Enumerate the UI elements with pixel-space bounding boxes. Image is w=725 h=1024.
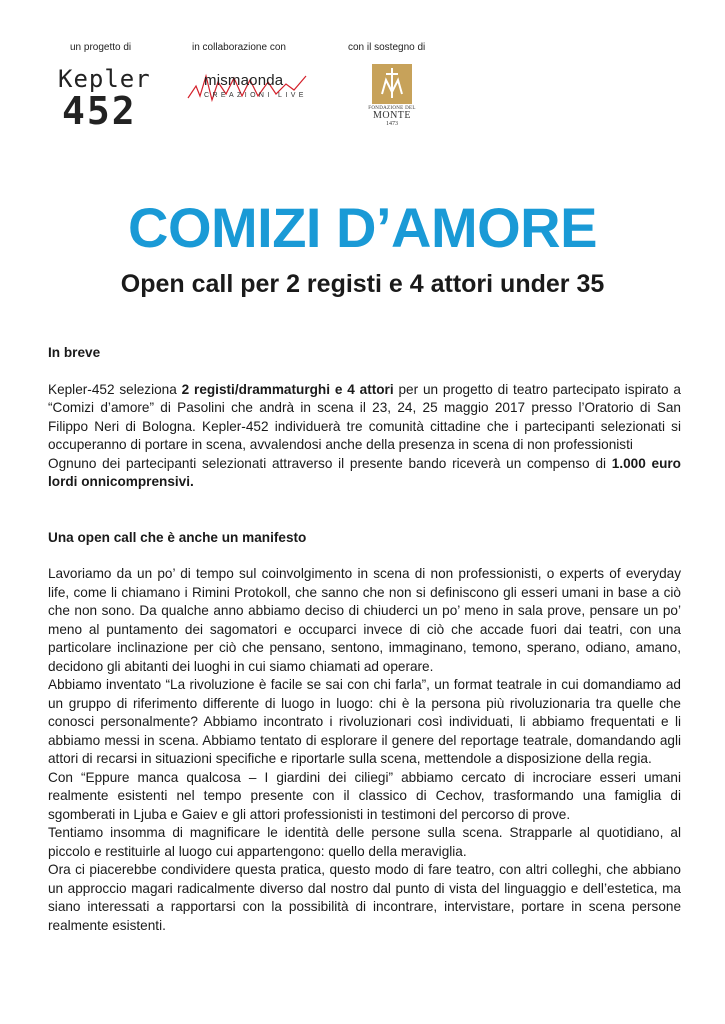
section-heading-in-breve: In breve — [48, 345, 101, 360]
compensation-text-a: Ognuno dei partecipanti selezionati attraverso il presente bando riceverà un compenso di — [48, 455, 612, 471]
manifesto-paragraph: Con “Eppure manca qualcosa – I giardini dei ciliegi” abbiamo cercato di incrociare esseri umani realmente esistenti nel tempo presente con il classico di Cechov, trasformando una famiglia di sgomberati in Ljuba e Gaiev e gli attori professionisti in testimoni del percorso di prove. — [48, 769, 681, 822]
compensation-paragraph — [48, 455, 681, 492]
intro-paragraph — [48, 381, 681, 455]
page-subtitle: Open call per 2 registi e 4 attori under 35 — [120, 270, 605, 298]
header — [48, 42, 688, 142]
credit-project: un progetto di — [70, 42, 132, 53]
fondazione-logo-line1: FONDAZIONE DEL — [368, 106, 416, 111]
intro-text-c: per un progetto di teatro partecipato ispirato a “Comizi d’amore” di Pasolini che andrà in scena il 23, 24, 25 maggio 2017 presso l’Oratorio di San Filippo Neri di Bologna. Kepler-452 individuerà tre comunità cittadine che i partecipanti selezionati si occuperanno di portare in scena, avvalendosi anche della presenza in scena di non professionisti — [48, 381, 681, 452]
document-body — [48, 344, 681, 935]
mismaonda-logo-sub: CREAZIONI LIVE — [204, 92, 307, 99]
mismaonda-logo — [182, 66, 312, 106]
manifesto-paragraph: Lavoriamo da un po’ di tempo sul coinvolgimento in scena di non professionisti, o experts of everyday life, come li chiamano i Rimini Protokoll, che sanno che non si definiscono gli esseri umani in base a ciò che non sono. Da qualche anno abbiamo deciso di chiuderci un po’ meno in sala prove, pensare un po’ meno al puntamento dei sagomatori e occuparci invece di ciò che accade fuori dai teatri, con una particolare inclinazione per ciò che pensano, sentono, immaginano, temono, sperano, odiano, amano, decidono gli abitanti dei luoghi in cui siamo chiamati ad operare. — [48, 566, 681, 674]
fondazione-del-monte-logo — [368, 64, 416, 128]
kepler-logo-word: Kepler — [58, 65, 151, 93]
fondazione-logo-year: 1473 — [386, 121, 398, 127]
intro-text-bold: 2 registi/drammaturghi e 4 attori — [181, 381, 394, 397]
kepler-logo-number: 452 — [62, 89, 137, 133]
manifesto-paragraph: Abbiamo inventato “La rivoluzione è facile se sai con chi farla”, un format teatrale in cui domandiamo ad un gruppo di riferimento differente di luogo in luogo: chi è la persona più rivoluzionaria tra quelle che conosci personalmente? Abbiamo incontrato i rivoluzionari così individuati, li abbiamo frequentati e li abbiamo messi in scena. Abbiamo tentato di esplorare il genere del reportage teatrale, domandando agli attori di recarsi in situazioni specifiche e riportarle sulla scena, mettendole a disposizione della regia. — [48, 677, 681, 766]
mismaonda-logo-name: mismaonda — [204, 72, 284, 89]
credit-support: con il sostegno di — [348, 42, 426, 53]
fondazione-logo-line2: MONTE — [372, 110, 412, 121]
credit-collaboration: in collaborazione con — [192, 42, 286, 53]
fondazione-emblem-icon — [372, 64, 412, 104]
compensation-text-bold: 1.000 euro lordi onnicomprensivi. — [48, 455, 681, 489]
manifesto-paragraph: Ora ci piacerebbe condividere questa pratica, questo modo di fare teatro, con altri colleghi, che abbiano un approccio magari radicalmente diverso dal nostro dal punto di vista del linguaggio e dell’estetica, ma siano interessati a rapportarsi con la possibilità di incontrare, intervistare, portare in scena persone realmente esistenti. — [48, 862, 681, 933]
page-title: COMIZI D’AMORE — [128, 196, 597, 259]
section-heading-manifesto: Una open call che è anche un manifesto — [48, 529, 307, 545]
manifesto-paragraph: Tentiamo insomma di magnificare le identità delle persone sulla scena. Strapparle al quotidiano, al piccolo e restituirle al luogo cui appartengono: quello della meraviglia. — [48, 825, 681, 859]
intro-text-a: Kepler-452 seleziona — [48, 381, 182, 397]
kepler-452-logo — [58, 65, 151, 133]
